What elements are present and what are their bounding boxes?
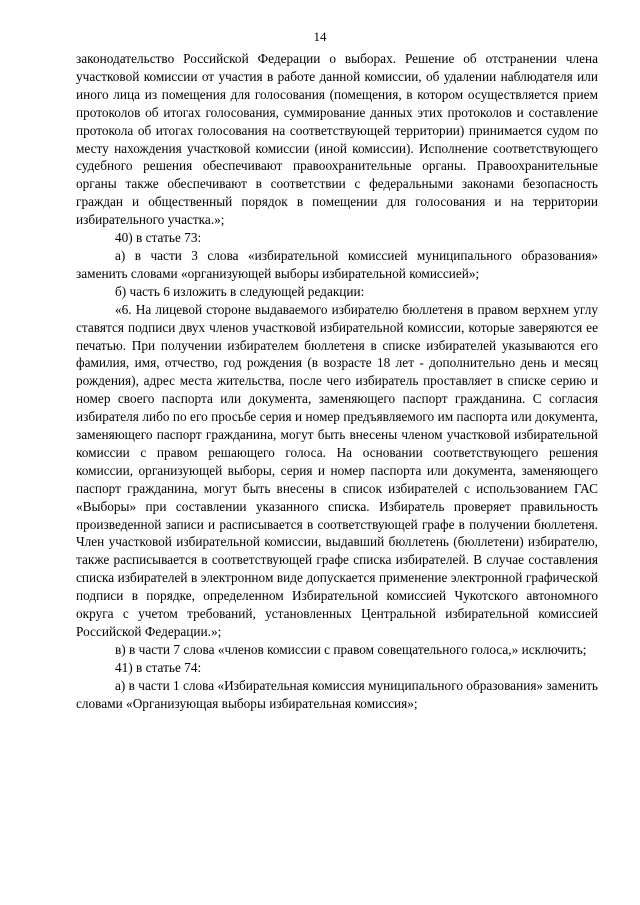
paragraph: а) в части 1 слова «Избирательная комиссия муниципального образования» заменить словами «Организующая выборы избирательная комиссия»; (76, 677, 598, 711)
paragraph: а) в части 3 слова «избирательной комиссией муниципального образования» заменить словами «организующей выборы избирательной комиссией»; (76, 247, 598, 281)
paragraph: 41) в статье 74: (115, 659, 202, 675)
document-body (76, 50, 598, 713)
paragraph: законодательство Российской Федерации о выборах. Решение об отстранении члена участковой комиссии от участия в работе данной комиссии, об удалении наблюдателя или иного лица из помещения для голосования (помещения, в котором осуществляется прием протоколов об итогах голосования, суммирование данных этих протоколов и составление протокола об итогах голосования на соответствующей территории) принимается судом по месту нахождения участковой комиссии (иной комиссии). Исполнение соответствующего судебного решения обеспечивают правоохранительные органы. Правоохранительные органы также обеспечивают в соответствии с федеральными законами безопасность граждан и общественный порядок в помещении для голосования и на территории избирательного участка.»; (76, 51, 598, 228)
page-number: 14 (313, 29, 327, 44)
paragraph: б) часть 6 изложить в следующей редакции: (115, 283, 365, 299)
paragraph: «6. На лицевой стороне выдаваемого избирателю бюллетеня в правом верхнем углу ставятся подписи двух членов участковой избирательной комиссии, которые заверяются ее печатью. При получении избирателем бюллетеня в списке избирателей указываются его фамилия, имя, отчество, год рождения (в возрасте 18 лет - дополнительно день и месяц рождения), адрес места жительства, после чего избиратель проставляет в списке серию и номер своего паспорта или документа, заменяющего паспорт гражданина. С согласия избирателя либо по его просьбе серия и номер предъявляемого им паспорта или документа, заменяющего паспорт гражданина, могут быть внесены членом участковой избирательной комиссии с правом решающего голоса. На основании соответствующего решения комиссии, организующей выборы, серия и номер паспорта или документа, заменяющего паспорт гражданина, могут быть внесены в список избирателей с использованием ГАС «Выборы» при составлении указанного списка. Избиратель проверяет правильность произведенной записи и расписывается в соответствующей графе в получении бюллетеня. Член участковой избирательной комиссии, выдавший бюллетень (бюллетени) избирателю, также расписывается в соответствующей графе списка избирателей. В случае составления списка избирателей в электронном виде допускается применение электронной графической подписи в порядке, определенном Избирательной комиссией Чукотского автономного округа с учетом требований, установленных Центральной избирательной комиссией Российской Федерации.»; (76, 301, 598, 639)
paragraph: 40) в статье 73: (115, 230, 202, 246)
paragraph: в) в части 7 слова «членов комиссии с правом совещательного голоса,» исключить; (115, 641, 587, 657)
